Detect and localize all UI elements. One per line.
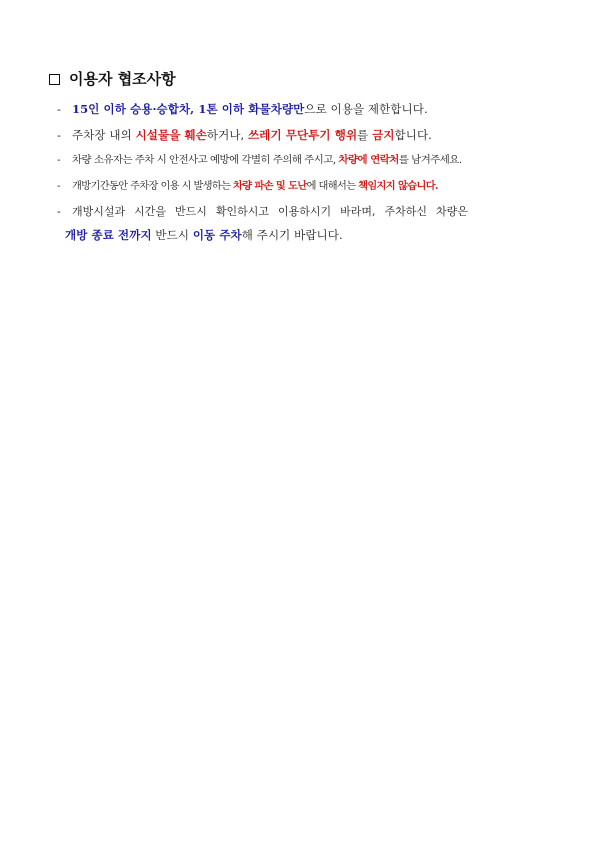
item-text: 개방시설과 시간을 반드시 확인하시고 이용하시기 바라며, 주차하신 차량은	[72, 205, 468, 218]
emphasis-blue: 15인 이하 승용·승합차, 1톤 이하 화물차량만	[72, 102, 305, 116]
bullet-dash: -	[57, 154, 61, 166]
item-text: 하거나,	[206, 127, 249, 142]
checkbox-icon	[49, 74, 60, 85]
section-heading	[49, 68, 176, 89]
item-text: 를	[357, 127, 373, 142]
list-item	[57, 177, 567, 196]
item-text: 에 대해서는	[306, 180, 359, 192]
item-text: 차량 소유자는 주차 시 안전사고 예방에 각별히 주의해 주시고,	[72, 154, 339, 166]
cooperation-list	[57, 100, 567, 251]
emphasis-red: 시설물을 훼손	[135, 127, 207, 142]
bullet-dash: -	[57, 127, 61, 142]
list-item-continuation	[57, 226, 567, 245]
emphasis-red: 차량에 연락처	[338, 154, 399, 166]
emphasis-red: 금지	[372, 127, 395, 142]
item-text: 를 남겨주세요.	[398, 154, 462, 166]
section-title-text: 이용자 협조사항	[69, 70, 176, 88]
bullet-dash: -	[57, 205, 61, 218]
list-item	[57, 100, 567, 119]
item-text: 반드시	[151, 227, 193, 242]
emphasis-red: 차량 파손 및 도난	[233, 179, 307, 192]
list-item	[57, 202, 567, 221]
emphasis-blue: 이동 주차	[192, 227, 242, 242]
emphasis-blue: 개방 종료 전까지	[65, 227, 152, 242]
list-item	[57, 151, 567, 170]
item-text: 으로 이용을 제한합니다.	[304, 102, 428, 116]
item-text: 개방기간동안 주차장 이용 시 발생하는	[72, 180, 234, 192]
item-text: 주차장 내의	[72, 127, 136, 142]
bullet-dash: -	[57, 180, 60, 192]
list-item	[57, 126, 567, 145]
emphasis-red: 쓰레기 무단투기 행위	[248, 127, 358, 142]
item-text: 합니다.	[394, 127, 432, 142]
bullet-dash: -	[57, 102, 61, 116]
item-text: 해 주시기 바랍니다.	[241, 227, 343, 242]
emphasis-red: 책임지지 않습니다.	[358, 179, 438, 192]
